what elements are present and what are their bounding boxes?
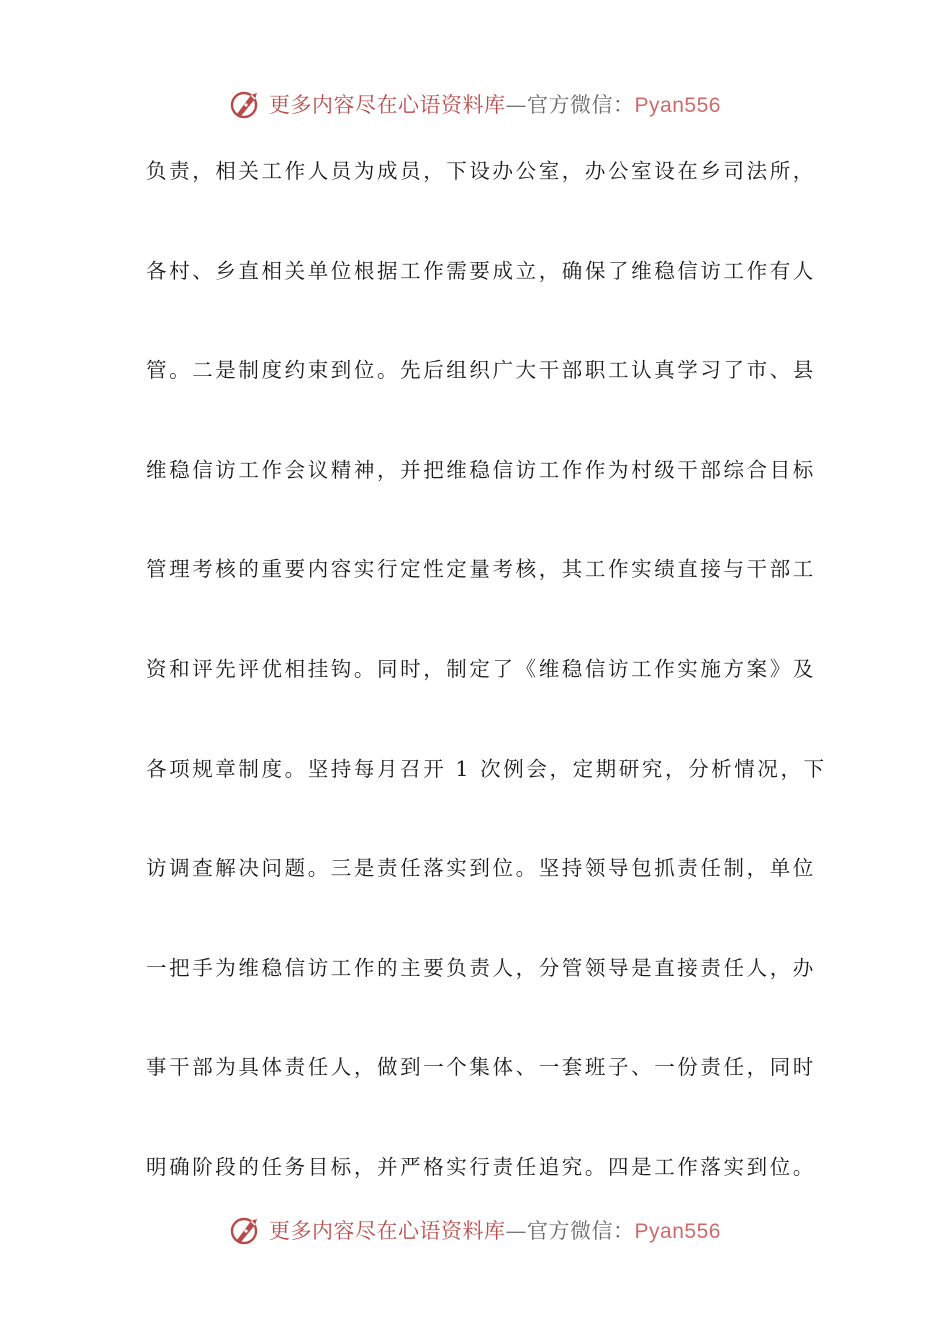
watermark-dash: — — [505, 1219, 528, 1243]
body-line: 各项规章制度。坚持每月召开 1 次例会，定期研究，分析情况，下 — [146, 756, 827, 781]
header-watermark — [0, 84, 950, 124]
body-line: 维稳信访工作会议精神，并把维稳信访工作作为村级干部综合目标 — [146, 457, 816, 482]
body-line: 各村、乡直相关单位根据工作需要成立，确保了维稳信访工作有人 — [146, 258, 816, 283]
body-line: 一把手为维稳信访工作的主要负责人，分管领导是直接责任人，办 — [146, 955, 816, 980]
body-line: 访调查解决问题。三是责任落实到位。坚持领导包抓责任制，单位 — [146, 856, 816, 881]
body-line: 明确阶段的任务目标，并严格实行责任追究。四是工作落实到位。 — [146, 1154, 816, 1179]
pen-nib-circle-icon — [229, 87, 263, 121]
watermark-wechat-id: Pyan556 — [634, 94, 721, 117]
watermark-wechat-label: 官方微信： — [527, 93, 635, 117]
document-body — [146, 148, 827, 1244]
watermark-wechat-id: Pyan556 — [634, 1220, 721, 1243]
watermark-text — [269, 1215, 721, 1245]
watermark-brand: 更多内容尽在心语资料库 — [269, 93, 506, 117]
body-line: 事干部为具体责任人，做到一个集体、一套班子、一份责任，同时 — [146, 1055, 816, 1080]
pen-nib-circle-icon — [229, 1213, 263, 1247]
watermark-dash: — — [505, 93, 528, 117]
body-line: 管。二是制度约束到位。先后组织广大干部职工认真学习了市、县 — [146, 358, 816, 383]
watermark-text — [269, 89, 721, 119]
watermark-brand: 更多内容尽在心语资料库 — [269, 1219, 506, 1243]
watermark-wechat-label: 官方微信： — [527, 1219, 635, 1243]
footer-watermark — [0, 1210, 950, 1250]
body-line: 负责，相关工作人员为成员，下设办公室，办公室设在乡司法所， — [146, 159, 816, 183]
body-line: 资和评先评优相挂钩。同时，制定了《维稳信访工作实施方案》及 — [146, 656, 816, 681]
body-line: 管理考核的重要内容实行定性定量考核，其工作实绩直接与干部工 — [146, 557, 816, 582]
